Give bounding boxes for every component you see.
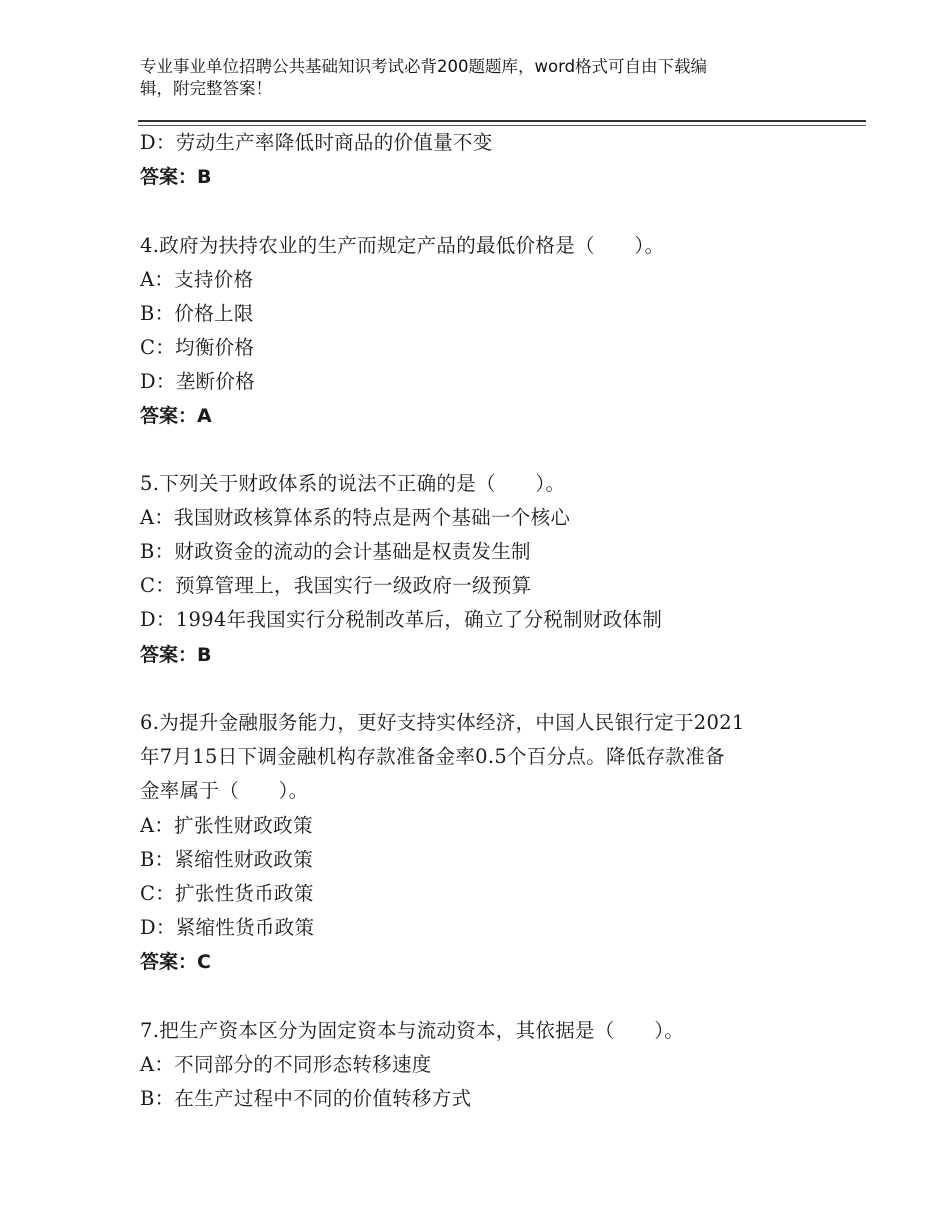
q7-option-a: A：不同部分的不同形态转移速度	[140, 1053, 432, 1076]
q4-option-b: B：价格上限	[140, 302, 254, 325]
q6-stem-line-2: 年7月15日下调金融机构存款准备金率0.5个百分点。降低存款准备	[140, 745, 725, 768]
q6-stem-line-1: 6.为提升金融服务能力，更好支持实体经济，中国人民银行定于2021	[140, 711, 745, 734]
q4-option-a: A：支持价格	[140, 268, 254, 291]
q6-option-a: A：扩张性财政政策	[140, 814, 313, 837]
q5-option-b: B：财政资金的流动的会计基础是权责发生制	[140, 540, 531, 563]
q7-option-b: B：在生产过程中不同的价值转移方式	[140, 1087, 472, 1110]
q5-answer: 答案：B	[140, 644, 212, 666]
q6-option-b: B：紧缩性财政政策	[140, 848, 314, 871]
q6-stem-line-3: 金率属于（ ）。	[140, 779, 309, 802]
q5-stem: 5.下列关于财政体系的说法不正确的是（ ）。	[140, 472, 566, 495]
q6-option-c: C：扩张性货币政策	[140, 882, 314, 905]
q5-option-c: C：预算管理上，我国实行一级政府一级预算	[140, 574, 532, 597]
q4-stem: 4.政府为扶持农业的生产而规定产品的最低价格是（ ）。	[140, 234, 665, 257]
q5-option-a: A：我国财政核算体系的特点是两个基础一个核心	[140, 506, 571, 529]
header-rule-thick	[138, 120, 866, 122]
q7-stem: 7.把生产资本区分为固定资本与流动资本，其依据是（ ）。	[140, 1019, 685, 1042]
header-line-2: 辑，附完整答案！	[140, 79, 272, 98]
q3-answer: 答案：B	[140, 166, 212, 188]
q6-option-d: D：紧缩性货币政策	[140, 916, 315, 939]
header-rule-thin	[138, 125, 866, 126]
q4-option-c: C：均衡价格	[140, 336, 255, 359]
q4-option-d: D：垄断价格	[140, 370, 255, 393]
header-line-1: 专业事业单位招聘公共基础知识考试必背200题题库，word格式可自由下载编	[140, 57, 708, 76]
q6-answer: 答案：C	[140, 951, 211, 973]
q3-option-d: D：劳动生产率降低时商品的价值量不变	[140, 131, 493, 154]
q5-option-d: D：1994年我国实行分税制改革后，确立了分税制财政体制	[140, 608, 663, 631]
q4-answer: 答案：A	[140, 405, 212, 427]
page-header	[140, 56, 790, 100]
